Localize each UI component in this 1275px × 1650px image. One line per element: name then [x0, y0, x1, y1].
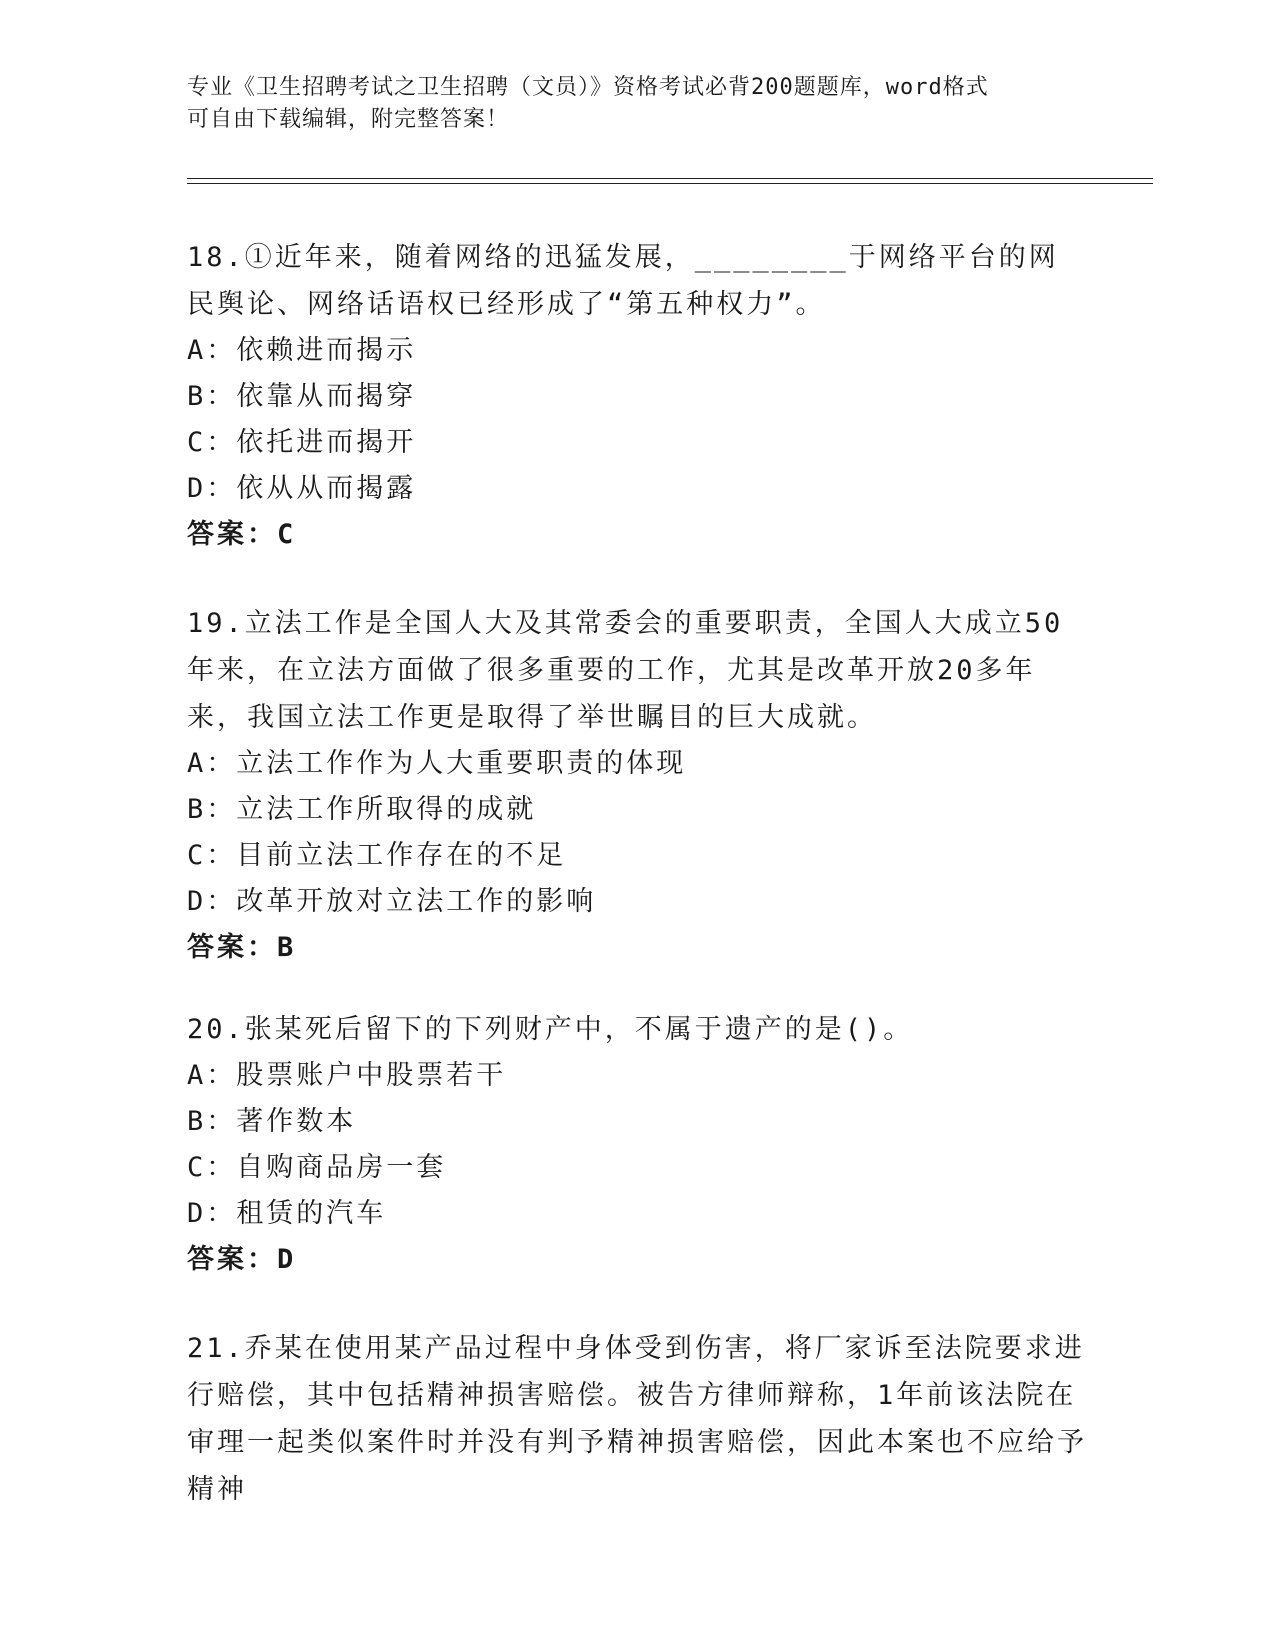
option-a: A：立法工作作为人大重要职责的体现: [187, 748, 687, 779]
question-18: [187, 234, 1087, 558]
question-21: [187, 1325, 1087, 1513]
question-19: [187, 600, 1087, 971]
option-d: D：改革开放对立法工作的影响: [187, 886, 597, 917]
question-text: 19.立法工作是全国人大及其常委会的重要职责，全国人大成立50年来，在立法方面做了很多重要的工作，尤其是改革开放20多年来，我国立法工作更是取得了举世瞩目的巨大成就。: [187, 608, 1064, 733]
question-20: [187, 1006, 1087, 1283]
question-text: 21.乔某在使用某产品过程中身体受到伤害，将厂家诉至法院要求进行赔偿，其中包括精神损害赔偿。被告方律师辩称，1年前该法院在审理一起类似案件时并没有判予精神损害赔偿，因此本案也不应给予精神: [187, 1333, 1087, 1505]
option-a: A：股票账户中股票若干: [187, 1060, 507, 1091]
header-line-1: 专业《卫生招聘考试之卫生招聘（文员）》资格考试必背200题题库，word格式: [187, 75, 989, 100]
header-divider-bottom: [187, 183, 1153, 184]
answer: 答案：D: [187, 1244, 297, 1275]
header-divider-top: [187, 178, 1153, 179]
answer: 答案：C: [187, 519, 297, 550]
question-text: 18.①近年来，随着网络的迅猛发展，________于网络平台的网民舆论、网络话语权已经形成了“第五种权力”。: [187, 242, 1059, 320]
question-text: 20.张某死后留下的下列财产中，不属于遗产的是()。: [187, 1014, 914, 1045]
answer: 答案：B: [187, 932, 297, 963]
option-b: B：立法工作所取得的成就: [187, 794, 537, 825]
option-d: D：租赁的汽车: [187, 1198, 387, 1229]
option-b: B：著作数本: [187, 1106, 357, 1137]
option-c: C：自购商品房一套: [187, 1152, 447, 1183]
option-c: C：依托进而揭开: [187, 427, 417, 458]
option-c: C：目前立法工作存在的不足: [187, 840, 567, 871]
option-a: A：依赖进而揭示: [187, 335, 417, 366]
header-line-2: 可自由下载编辑，附完整答案！: [187, 107, 510, 132]
document-header: [187, 72, 1067, 136]
option-d: D：依从从而揭露: [187, 473, 417, 504]
option-b: B：依靠从而揭穿: [187, 381, 417, 412]
